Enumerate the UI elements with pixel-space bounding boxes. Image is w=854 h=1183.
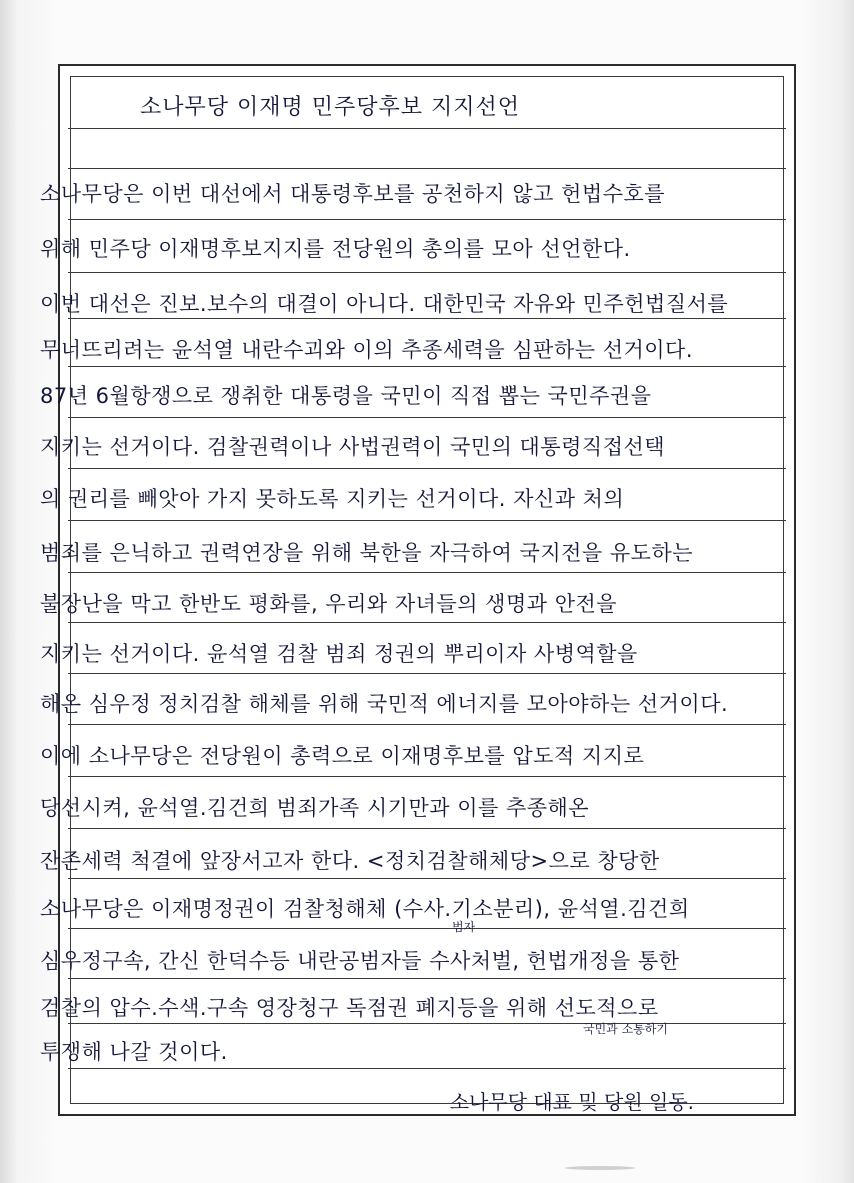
ruled-line bbox=[68, 417, 786, 418]
text-line: 투쟁해 나갈 것이다. bbox=[40, 1040, 228, 1064]
text-line: 이번 대선은 진보.보수의 대결이 아니다. 대한민국 자유와 민주헌법질서를 bbox=[40, 292, 729, 316]
ruled-line bbox=[68, 928, 786, 929]
ruled-line bbox=[68, 776, 786, 777]
text-line: 해온 심우정 정치검찰 해체를 위해 국민적 에너지를 모아야하는 선거이다. bbox=[40, 692, 729, 716]
ruled-line bbox=[68, 272, 786, 273]
ruled-line bbox=[68, 673, 786, 674]
text-line: 소나무당은 이번 대선에서 대통령후보를 공천하지 않고 헌법수호를 bbox=[40, 182, 666, 206]
text-line: 불장난을 막고 한반도 평화를, 우리와 자녀들의 생명과 안전을 bbox=[40, 592, 618, 616]
text-line: 범죄를 은닉하고 권력연장을 위해 북한을 자극하여 국지전을 유도하는 bbox=[40, 541, 694, 565]
ruled-line bbox=[68, 520, 786, 521]
ruled-line bbox=[68, 219, 786, 220]
ruled-line bbox=[68, 318, 786, 319]
ruled-line bbox=[68, 978, 786, 979]
ruled-line bbox=[68, 128, 786, 129]
ruled-line bbox=[68, 828, 786, 829]
ruled-line bbox=[68, 1023, 786, 1024]
ruled-line bbox=[68, 1068, 786, 1069]
text-line: 이에 소나무당은 전당원이 총력으로 이재명후보를 압도적 지지로 bbox=[40, 744, 645, 768]
ruled-line bbox=[68, 724, 786, 725]
margin-note: 국민과 소통하기 bbox=[583, 1022, 668, 1036]
ruled-line bbox=[68, 572, 786, 573]
text-line: 소나무당은 이재명정권이 검찰청해체 (수사.기소분리), 윤석열.김건희 bbox=[40, 897, 690, 921]
ruled-line bbox=[68, 468, 786, 469]
text-line: 위해 민주당 이재명후보지지를 전당원의 총의를 모아 선언한다. bbox=[40, 237, 631, 261]
document-title: 소나무당 이재명 민주당후보 지지선언 bbox=[140, 95, 521, 120]
ruled-line bbox=[68, 622, 786, 623]
text-line: 지키는 선거이다. 검찰권력이나 사법권력이 국민의 대통령직접선택 bbox=[40, 435, 666, 459]
text-line: 무너뜨리려는 윤석열 내란수괴와 이의 추종세력을 심판하는 선거이다. bbox=[40, 338, 694, 362]
text-line: 검찰의 압수.수색.구속 영장청구 독점권 폐지등을 위해 선도적으로 bbox=[40, 996, 659, 1020]
scan-smudge bbox=[565, 1166, 635, 1170]
text-line: 심우정구속, 간신 한덕수등 내란공범자들 수사처벌, 헌법개정을 통한 bbox=[40, 949, 680, 973]
text-line: 87년 6월항쟁으로 쟁취한 대통령을 국민이 직접 뽑는 국민주권을 bbox=[40, 384, 652, 408]
ruled-line bbox=[68, 168, 786, 169]
inserted-note: 범자 bbox=[452, 920, 476, 934]
text-line: 잔존세력 척결에 앞장서고자 한다. <정치검찰해체당>으로 창당한 bbox=[40, 849, 660, 873]
text-line: 당선시켜, 윤석열.김건희 범죄가족 시기만과 이를 추종해온 bbox=[40, 796, 590, 820]
text-line: 의 권리를 빼앗아 가지 못하도록 지키는 선거이다. 자신과 처의 bbox=[40, 487, 625, 511]
ruled-line bbox=[68, 366, 786, 367]
text-line: 지키는 선거이다. 윤석열 검찰 범죄 정권의 뿌리이자 사병역할을 bbox=[40, 642, 638, 666]
signature: 소나무당 대표 및 당원 일동. bbox=[449, 1090, 694, 1114]
ruled-line bbox=[68, 878, 786, 879]
